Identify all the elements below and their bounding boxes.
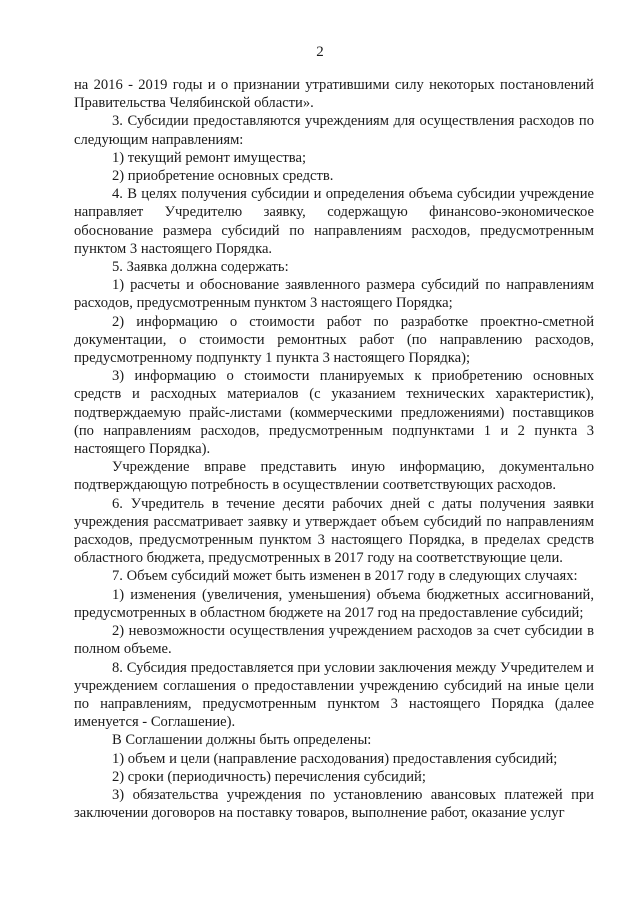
paragraph: 2) информацию о стоимости работ по разработке проектно-сметной документации, о стоимости ремонтных работ (по направлению расходов, предусмотренному подпункту 1 пункта 3 настоящего Порядка); [74,313,594,367]
paragraph: 2) сроки (периодичность) перечисления субсидий; [112,768,426,785]
paragraph: 5. Заявка должна содержать: [112,259,289,276]
paragraph: на 2016 - 2019 годы и о признании утратившими силу некоторых постановлений Правительства Челябинской области». [74,77,594,112]
paragraph: 4. В целях получения субсидии и определения объема субсидии учреждение направляет Учредителю заявку, содержащую финансово-экономическое обоснование размера субсидий по направлениям расходов, предусмотренным пунктом 3 настоящего Порядка. [74,186,594,257]
paragraph: 1) текущий ремонт имущества; [112,149,306,166]
document-body [74,76,594,822]
paragraph: 2) невозможности осуществления учреждением расходов за счет субсидии в полном объеме. [74,623,594,658]
page-number: 2 [316,44,324,60]
paragraph: 8. Субсидия предоставляется при условии заключения между Учредителем и учреждением соглашения о предоставлении учреждению субсидий на иные цели по направлениям, предусмотренным пунктом 3 настоящего Порядка (далее именуется - Соглашение). [74,659,594,731]
paragraph: 2) приобретение основных средств. [112,168,334,185]
paragraph: В Соглашении должны быть определены: [112,732,372,749]
paragraph: 1) расчеты и обоснование заявленного размера субсидий по направлениям расходов, предусмотренным пунктом 3 настоящего Порядка; [74,277,594,312]
paragraph: 1) изменения (увеличения, уменьшения) объема бюджетных ассигнований, предусмотренных в областном бюджете на 2017 год на предоставление субсидий; [74,586,594,621]
paragraph: Учреждение вправе представить иную информацию, документально подтверждающую потребность в осуществлении соответствующих расходов. [74,459,594,494]
paragraph: 3. Субсидии предоставляются учреждениям для осуществления расходов по следующим направлениям: [74,113,594,148]
paragraph: 3) обязательства учреждения по установлению авансовых платежей при заключении договоров на поставку товаров, выполнение работ, оказание услуг [74,786,594,822]
paragraph: 7. Объем субсидий может быть изменен в 2017 году в следующих случаях: [112,568,578,585]
paragraph: 6. Учредитель в течение десяти рабочих дней с даты получения заявки учреждения рассматривает заявку и утверждает объем субсидий по направлениям расходов, предусмотренным пунктом 3 настоящего Порядка, в пределах средств областного бюджета, предусмотренных в 2017 году на соответствующие цели. [74,495,594,567]
paragraph: 1) объем и цели (направление расходования) предоставления субсидий; [112,750,558,767]
paragraph: 3) информацию о стоимости планируемых к приобретению основных средств и расходных материалов (с указанием технических характеристик), подтверждаемую прайс-листами (коммерческими предложениями) поставщиков (по направлениям расходов, предусмотренным подпунктами 1 и 2 пункта 3 настоящего Порядка). [74,368,594,458]
